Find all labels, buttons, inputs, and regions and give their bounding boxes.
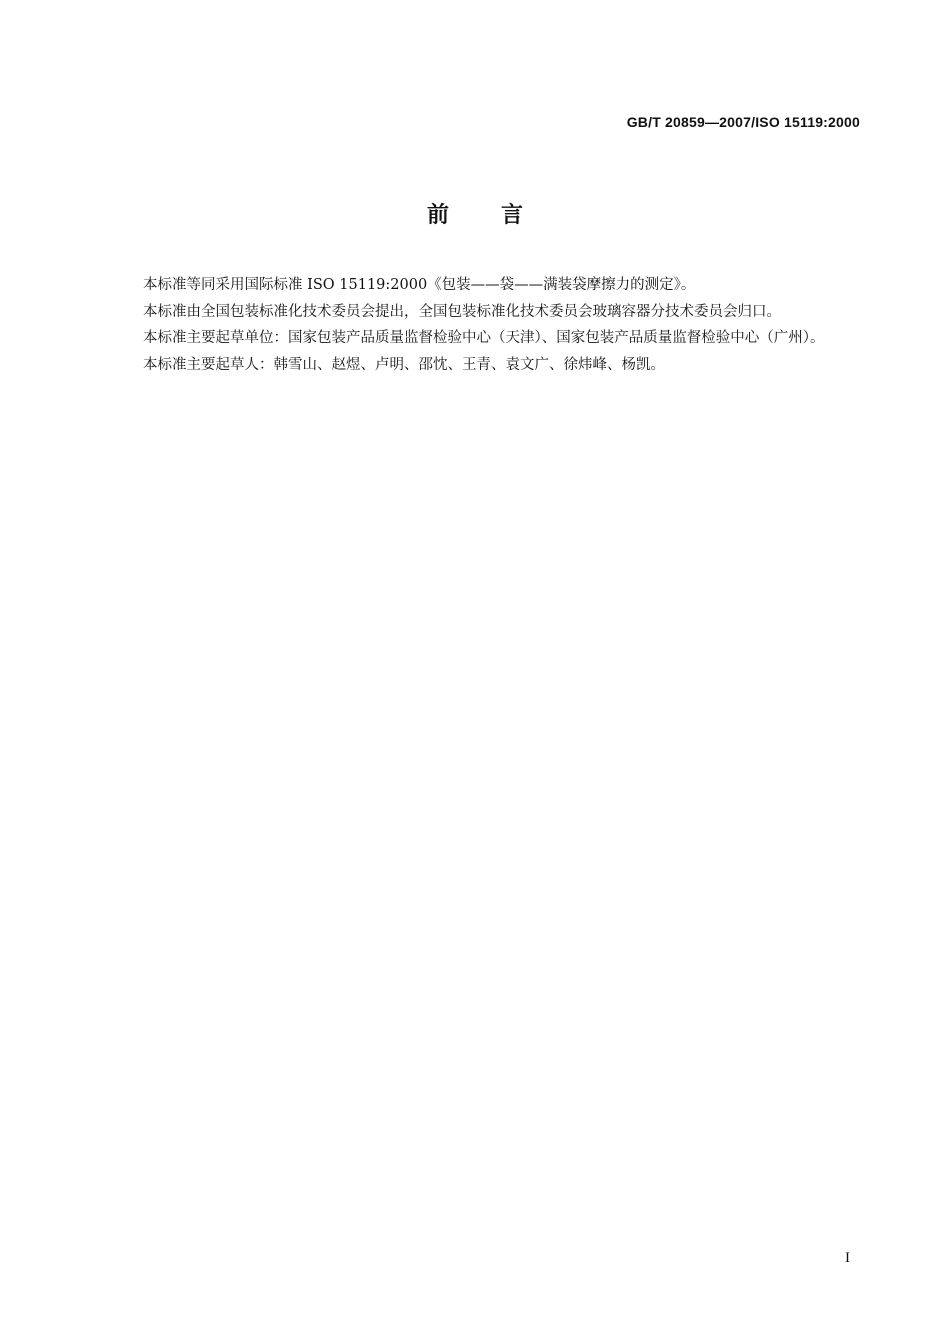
page-number: I <box>845 1250 850 1266</box>
standard-number: GB/T 20859—2007/ISO 15119:2000 <box>626 114 860 130</box>
paragraph-drafters: 本标准主要起草人：韩雪山、赵煜、卢明、邵忱、王青、袁文广、徐炜峰、杨凯。 <box>143 356 665 373</box>
paragraph-drafting-units: 本标准主要起草单位：国家包装产品质量监督检验中心（天津）、国家包装产品质量监督检验中心（广州）。 <box>143 330 825 346</box>
page-title: 前言 <box>426 203 575 228</box>
paragraph-adoption: 本标准等同采用国际标准 ISO 15119:2000《包装——袋——满装袋摩擦力的测定》。 <box>143 277 696 293</box>
preface-body <box>114 272 862 378</box>
paragraph-proposer: 本标准由全国包装标准化技术委员会提出，全国包装标准化技术委员会玻璃容器分技术委员会归口。 <box>143 303 781 320</box>
